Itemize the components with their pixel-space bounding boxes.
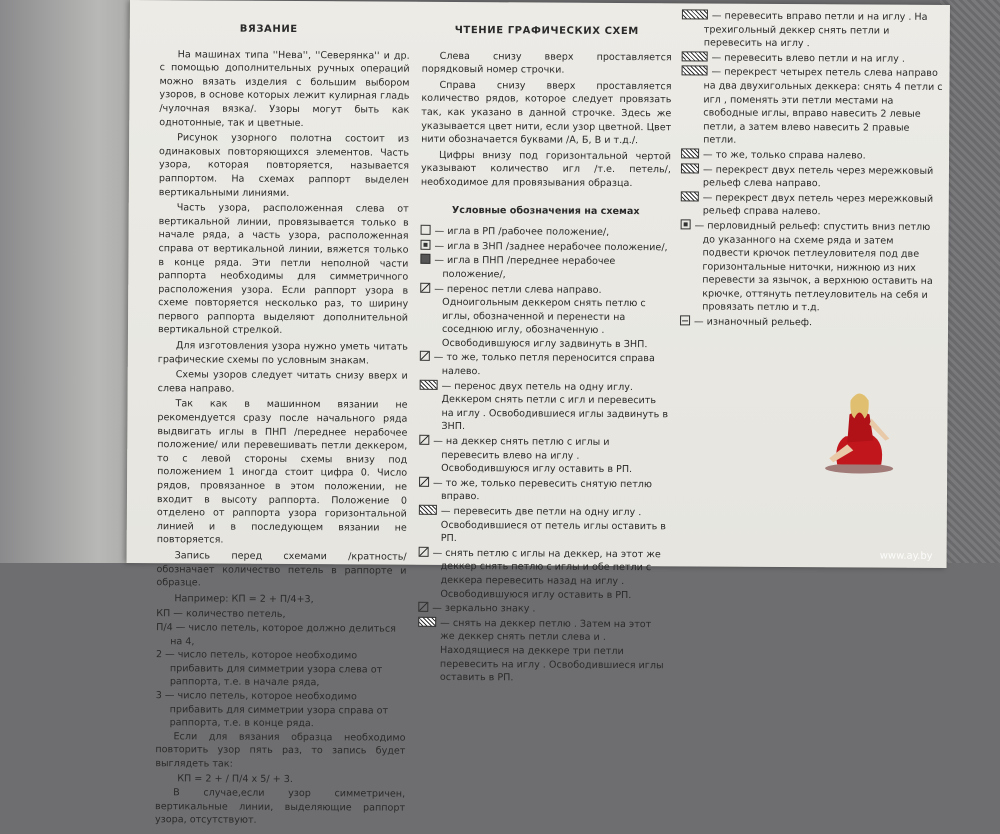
document-page	[127, 0, 950, 827]
legend-entry	[680, 219, 943, 316]
paragraph: На машинах типа ''Нева'', ''Северянка'' и др. с помощью дополнительных ручных операций можно вязать изделия с большим выбором узоров, в основе которых лежит кулирная гладь /чулочная вязка/. Узоры могут быть как однотонные, так и цветные.	[159, 48, 410, 129]
stitch-symbol-icon	[419, 505, 437, 515]
symbol-legend-continued	[680, 9, 944, 330]
legend-text: — то же, только справа налево.	[703, 149, 866, 162]
legend-entry	[419, 435, 669, 477]
paragraph: Для изготовления узора нужно уметь читать графические схемы по условным знакам.	[157, 340, 408, 367]
legend-text: — перевесить две петли на одну иглу . Освободившиеся от петель иглы оставить в РП.	[440, 505, 667, 545]
stitch-symbol-icon	[420, 239, 430, 249]
legend-text: — снять на деккер петлю . Затем на этот же деккер снять петли слева и . Находящиеся на деккере три петли перевесить на иглу . Освободившиеся иглы оставить в РП.	[439, 617, 664, 684]
stitch-symbol-icon	[682, 66, 708, 76]
paragraph: В случае,если узор симметричен, вертикальные линии, выделяющие раппорт узора, отсутствуют.	[154, 787, 406, 827]
legend-entry	[421, 225, 671, 240]
legend-entry	[418, 602, 668, 617]
legend-entry	[418, 617, 668, 686]
legend-entry	[420, 254, 670, 283]
legend-text: — на деккер снять петлю с иглы и перевесить влево на иглу . Освободившуюся иглу оставить в РП.	[433, 435, 633, 476]
legend-text: — игла в ПНП /переднее нерабочее положение/,	[434, 255, 616, 281]
legend-entry	[419, 379, 669, 435]
stitch-symbol-icon	[681, 219, 691, 229]
paragraph: Запись перед схемами /кратность/ обозначает количество петель в раппорте и образце.	[156, 550, 407, 589]
stitch-symbol-icon	[418, 602, 428, 612]
stitch-symbol-icon	[419, 477, 429, 487]
column-knitting	[155, 0, 410, 830]
legend-text: — зеркально знаку .	[432, 603, 536, 615]
legend-text: — перенос двух петель на одну иглу. Деккером снять петли с игл и перевесить на иглу . Освободившиеся иглы задвинуть в ЗНП.	[441, 380, 669, 433]
stitch-symbol-icon	[421, 225, 431, 235]
definition-item: 3 — число петель, которое необходимо прибавить для симметрии узора справа от раппорта, т.е. в конце ряда.	[155, 690, 389, 730]
definition-item: П/4 — число петель, которое должно делиться на 4,	[156, 622, 396, 647]
legend-entry	[682, 9, 944, 51]
legend-entry	[418, 547, 668, 603]
paragraph: Часть узора, расположенная слева от вертикальной линии, провязывается только в начале ряда, а часть узора, расположенная справа от вертикальной линии, вяжется только в конце ряда. Эти петли неполной части раппорта необходимы для симметричного расположения узора. Если раппорт узора в схеме повторяется несколько раз, то ширину первого раппорта выделяют дополнительной вертикальной стрелкой.	[157, 202, 409, 337]
legend-text: — перенос петли слева направо. Одноигольным деккером снять петлю с иглы, обозначенной и перенести на соседнюю иглу, обозначенную . Освободившуюся иглу задвинуть в ЗНП.	[434, 283, 648, 351]
legend-text: — перекрест четырех петель слева направо на два двухигольных деккера: снять 4 петли с игл , поменять эти петли местами на свободные иглы, вправо навесить 2 левые петли, а затем влево навесить 2 правые петли.	[703, 66, 943, 147]
stitch-symbol-icon	[420, 282, 430, 292]
stitch-symbol-icon	[682, 9, 708, 19]
stitch-symbol-icon	[681, 148, 699, 158]
legend-entry	[420, 239, 670, 254]
legend-text: — перекрест двух петель через мережковый рельеф слева направо.	[702, 164, 934, 190]
stitch-symbol-icon	[420, 351, 430, 361]
paragraph: Схемы узоров следует читать снизу вверх и слева направо.	[157, 369, 408, 395]
symbol-legend	[418, 225, 671, 686]
paragraph: Так как в машинном вязании не рекомендуется сразу после начального ряда выдвигать иглы в ПНП /переднее нерабочее положение/ или перевешивать петли деккером, то с левой стороны схемы внизу под положением 1 иногда стоит цифра 0. Число рядов, провязанное в этом положении, не входит в высоту раппорта. Положение 0 отделено от раппорта узора горизонтальной линией и в последующем вязании не повторяется.	[156, 398, 408, 546]
legend-text: — перекрест двух петель через мережковый рельеф справа налево.	[702, 192, 934, 218]
column-symbols-continued	[680, 9, 944, 331]
paragraph: Если для вязания образца необходимо повторить узор пять раз, то запись будет выглядеть так:	[155, 730, 406, 770]
legend-text: — перловидный рельеф: спустить вниз петлю до указанного на схеме ряда и затем подвести крючок петлеуловителя под две горизонтальные ниточки, нижнюю из них перевести за язычок, а верхнюю оставить на крючке, оттянуть петлеуловитель на себя и провязать петлю и т.д.	[694, 220, 933, 314]
legend-text: — то же, только перевесить снятую петлю вправо.	[433, 477, 653, 503]
legend-text: — игла в РП /рабочее положение/,	[434, 225, 610, 239]
section-title: ЧТЕНИЕ ГРАФИЧЕСКИХ СХЕМ	[454, 24, 639, 38]
legend-entry	[681, 66, 943, 149]
stitch-symbol-icon	[681, 163, 699, 173]
paragraph: Например: КП = 2 + П/4+3,	[174, 593, 314, 605]
definition-item: 2 — число петель, которое необходимо прибавить для симметрии узора слева от раппорта, т.е. в начале ряда,	[155, 649, 383, 689]
legend-text: — изнаночный рельеф.	[694, 316, 813, 329]
paragraph: Справа снизу вверх проставляется количество рядов, которое следует провязать так, как указано в данной строчке. Здесь же указывается цвет нити, если узор цветной. Цвет нити обозначается буквами /А, Б, В и т.д./.	[421, 79, 672, 147]
legend-entry	[681, 148, 943, 163]
legend-entry	[420, 282, 670, 351]
legend-title: Условные обозначения на схемах	[451, 204, 640, 217]
stitch-symbol-icon	[419, 547, 429, 557]
watermark: www.ay.by	[879, 550, 933, 562]
column-reading-schemes	[418, 2, 672, 687]
legend-entry	[681, 163, 943, 192]
stitch-symbol-icon	[682, 51, 708, 61]
formula: КП = 2 + / П/4 х 5/ + 3.	[177, 773, 293, 786]
stitch-symbol-icon	[419, 435, 429, 445]
stitch-symbol-icon	[418, 617, 436, 627]
stitch-symbol-icon	[420, 254, 430, 264]
stitch-symbol-icon	[420, 379, 438, 389]
legend-text: — перевесить вправо петли и на иглу . На трехигольный деккер снять петли и перевесить на иглу .	[703, 10, 928, 50]
section-title: ВЯЗАНИЕ	[239, 23, 298, 36]
legend-text: — снять петлю с иглы на деккер, на этот же деккер снять петлю с иглы и обе петли с деккера перевесить назад на иглу . Освободившуюся иглу оставить в РП.	[432, 547, 661, 601]
legend-entry	[682, 51, 944, 66]
legend-text: — игла в ЗНП /заднее нерабочее положение/,	[434, 240, 668, 254]
model-photo	[819, 384, 900, 474]
legend-entry	[420, 351, 670, 380]
stitch-symbol-icon	[681, 191, 699, 201]
legend-entry	[419, 477, 669, 506]
legend-entry	[681, 191, 943, 220]
left-page-edge	[0, 0, 140, 563]
legend-text: — то же, только петля переносится справа налево.	[433, 352, 655, 378]
stitch-symbol-icon	[680, 315, 690, 325]
paragraph: Рисунок узорного полотна состоит из одинаковых повторяющихся элементов. Часть узора, которая повторяется, называется раппортом. На схемах раппорт выделен вертикальными линиями.	[158, 132, 410, 199]
paragraph: Слева снизу вверх проставляется порядковый номер строчки.	[421, 50, 672, 76]
legend-entry	[680, 315, 942, 330]
legend-entry	[419, 505, 669, 547]
paragraph: Цифры внизу под горизонтальной чертой указывают количество игл /т.е. петель/, необходимое для провязывания образца.	[420, 149, 672, 190]
legend-text: — перевесить влево петли и на иглу .	[711, 52, 905, 65]
definition-item: КП — количество петель,	[156, 608, 286, 621]
